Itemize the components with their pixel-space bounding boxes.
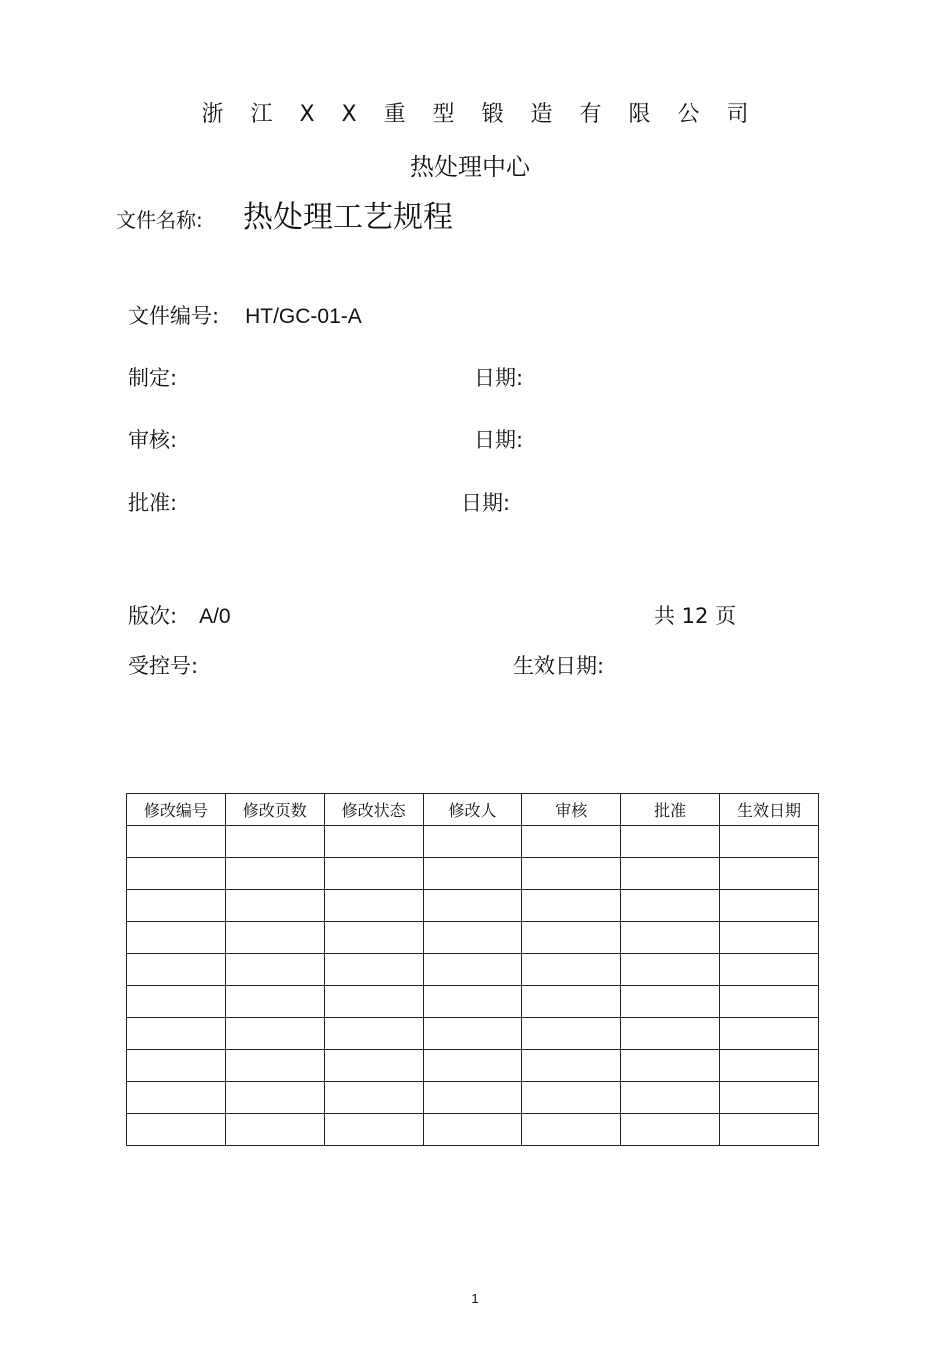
- table-row: [127, 890, 819, 922]
- header-effective-date: 生效日期: [720, 794, 819, 826]
- table-cell: [127, 922, 226, 954]
- table-row: [127, 1114, 819, 1146]
- table-cell: [522, 1114, 621, 1146]
- document-number-value: HT/GC-01-A: [245, 305, 362, 328]
- table-cell: [225, 922, 324, 954]
- document-name-value: 热处理工艺规程: [243, 200, 453, 235]
- table-cell: [423, 1018, 522, 1050]
- table-cell: [621, 826, 720, 858]
- table-cell: [127, 1082, 226, 1114]
- table-cell: [720, 1018, 819, 1050]
- table-cell: [522, 1082, 621, 1114]
- table-cell: [621, 1082, 720, 1114]
- table-cell: [423, 826, 522, 858]
- table-cell: [225, 1050, 324, 1082]
- table-cell: [225, 1018, 324, 1050]
- table-row: [127, 1082, 819, 1114]
- maker-date-label: 日期:: [474, 366, 524, 390]
- table-cell: [720, 1114, 819, 1146]
- reviewer-date-label: 日期:: [474, 428, 524, 452]
- table-cell: [621, 986, 720, 1018]
- company-name: 浙 江 X X 重 型 锻 造 有 限 公 司: [201, 102, 759, 127]
- table-cell: [720, 1082, 819, 1114]
- table-cell: [225, 954, 324, 986]
- table-row: [127, 1050, 819, 1082]
- approver-label: 批准:: [128, 491, 178, 515]
- table-cell: [324, 1050, 423, 1082]
- header-revision-status: 修改状态: [324, 794, 423, 826]
- table-cell: [423, 922, 522, 954]
- table-cell: [127, 1018, 226, 1050]
- table-cell: [225, 1114, 324, 1146]
- table-row: [127, 922, 819, 954]
- table-cell: [621, 1114, 720, 1146]
- revision-table-body: [127, 826, 819, 1146]
- effective-date-label: 生效日期:: [513, 654, 605, 678]
- table-cell: [324, 986, 423, 1018]
- page-count: 共 12 页: [654, 604, 737, 628]
- table-cell: [720, 890, 819, 922]
- table-cell: [324, 1018, 423, 1050]
- table-row: [127, 986, 819, 1018]
- table-cell: [522, 954, 621, 986]
- table-cell: [720, 1050, 819, 1082]
- table-cell: [621, 1050, 720, 1082]
- table-row: [127, 954, 819, 986]
- table-cell: [127, 1050, 226, 1082]
- control-number-label: 受控号:: [128, 654, 199, 678]
- header-revision-number: 修改编号: [127, 794, 226, 826]
- table-cell: [720, 858, 819, 890]
- header-approval: 批准: [621, 794, 720, 826]
- page-number: 1: [471, 1291, 479, 1306]
- reviewer-label: 审核:: [128, 428, 178, 452]
- table-cell: [621, 1018, 720, 1050]
- table-cell: [324, 858, 423, 890]
- revision-table-header-row: [127, 794, 819, 826]
- table-cell: [621, 890, 720, 922]
- table-cell: [720, 826, 819, 858]
- table-cell: [324, 890, 423, 922]
- table-cell: [423, 890, 522, 922]
- version-label: 版次:: [128, 604, 178, 628]
- table-cell: [720, 922, 819, 954]
- version-field: [128, 606, 231, 627]
- table-cell: [225, 986, 324, 1018]
- table-cell: [127, 890, 226, 922]
- table-cell: [127, 826, 226, 858]
- table-cell: [324, 922, 423, 954]
- table-cell: [127, 986, 226, 1018]
- table-row: [127, 858, 819, 890]
- table-cell: [324, 1114, 423, 1146]
- table-cell: [225, 1082, 324, 1114]
- document-name-label: 文件名称:: [116, 208, 203, 232]
- table-cell: [423, 986, 522, 1018]
- table-cell: [423, 954, 522, 986]
- revision-table: [126, 793, 819, 1146]
- table-cell: [127, 954, 226, 986]
- table-cell: [127, 858, 226, 890]
- approver-date-label: 日期:: [461, 491, 511, 515]
- table-cell: [423, 1114, 522, 1146]
- table-cell: [522, 858, 621, 890]
- table-cell: [127, 1114, 226, 1146]
- maker-label: 制定:: [128, 366, 178, 390]
- table-row: [127, 826, 819, 858]
- table-cell: [720, 954, 819, 986]
- table-cell: [522, 986, 621, 1018]
- table-cell: [621, 922, 720, 954]
- table-cell: [225, 858, 324, 890]
- header-revised-pages: 修改页数: [225, 794, 324, 826]
- table-cell: [522, 826, 621, 858]
- table-cell: [522, 1018, 621, 1050]
- table-cell: [423, 1050, 522, 1082]
- table-cell: [621, 954, 720, 986]
- table-cell: [522, 922, 621, 954]
- document-number-label: 文件编号:: [128, 304, 220, 328]
- table-cell: [225, 826, 324, 858]
- header-revised-by: 修改人: [423, 794, 522, 826]
- table-cell: [225, 890, 324, 922]
- version-value: A/0: [199, 605, 231, 628]
- header-review: 审核: [522, 794, 621, 826]
- table-cell: [324, 826, 423, 858]
- table-cell: [324, 1082, 423, 1114]
- table-cell: [621, 858, 720, 890]
- table-cell: [720, 986, 819, 1018]
- table-cell: [423, 858, 522, 890]
- table-row: [127, 1018, 819, 1050]
- table-cell: [522, 890, 621, 922]
- table-cell: [522, 1050, 621, 1082]
- department-name: 热处理中心: [410, 153, 530, 181]
- table-cell: [324, 954, 423, 986]
- document-number-field: [128, 306, 362, 327]
- table-cell: [423, 1082, 522, 1114]
